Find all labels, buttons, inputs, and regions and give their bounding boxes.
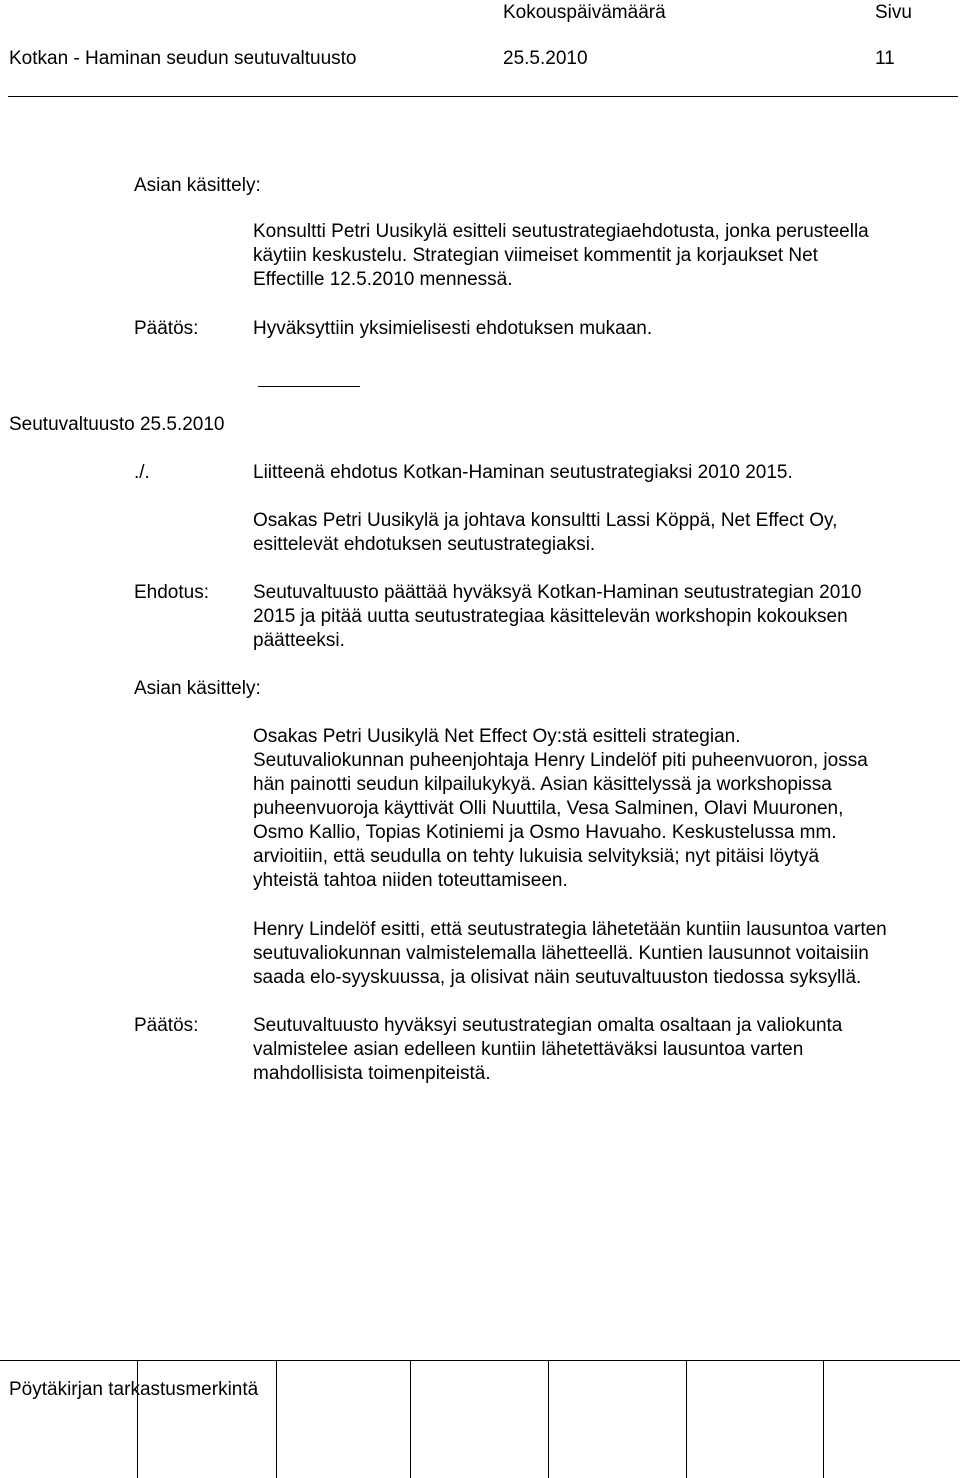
handling-line: seutuvaliokunnan valmistelemalla lähetteellä. Kuntien lausunnot voitaisiin <box>253 943 869 964</box>
proposal-line: päätteeksi. <box>253 630 345 651</box>
footer-label: Pöytäkirjan tarkastusmerkintä <box>9 1379 259 1400</box>
intro-line: esittelevät ehdotuksen seutustrategiaksi. <box>253 534 596 555</box>
handling-text-3 <box>253 918 958 990</box>
handling-line: Osmo Kallio, Topias Kotiniemi ja Osmo Havuaho. Keskustelussa mm. <box>253 822 837 843</box>
proposal-line: 2015 ja pitää uutta seutustrategiaa käsittelevän workshopin kokouksen <box>253 606 848 627</box>
intro-text <box>253 509 958 557</box>
signature-cell <box>137 1361 138 1478</box>
decision-text: Hyväksyttiin yksimielisesti ehdotuksen mukaan. <box>253 318 653 339</box>
handling-text <box>253 220 958 292</box>
signature-cell <box>276 1361 277 1478</box>
handling-line: arvioitiin, että seudulla on tehty lukuisia selvityksiä; nyt pitäisi löytyä <box>253 846 820 867</box>
proposal-label: Ehdotus: <box>134 582 209 603</box>
handling-line: Henry Lindelöf esitti, että seutustrategia lähetetään kuntiin lausuntoa varten <box>253 919 887 940</box>
handling-label-2: Asian käsittely: <box>134 678 261 699</box>
signature-cell <box>410 1361 411 1478</box>
handling-text-2 <box>253 725 958 893</box>
signature-cell <box>548 1361 549 1478</box>
decision-line: Seutuvaltuusto hyväksyi seutustrategian omalta osaltaan ja valiokunta <box>253 1015 843 1036</box>
handling-label: Asian käsittely: <box>134 175 261 196</box>
decision-label-2: Päätös: <box>134 1015 199 1036</box>
decision-line: valmistelee asian edelleen kuntiin lähetettäväksi lausuntoa varten <box>253 1039 804 1060</box>
handling-line: yhteistä tahtoa niiden toteuttamiseen. <box>253 870 568 891</box>
handling-line: Effectille 12.5.2010 mennessä. <box>253 269 513 290</box>
handling-line: Seutuvaliokunnan puheenjohtaja Henry Lindelöf piti puheenvuoron, jossa <box>253 750 868 771</box>
decision-line: mahdollisista toimenpiteistä. <box>253 1063 491 1084</box>
handling-line: Osakas Petri Uusikylä Net Effect Oy:stä esitteli strategian. <box>253 726 741 747</box>
header-date-label: Kokouspäivämäärä <box>503 2 666 23</box>
handling-line: käytiin keskustelu. Strategian viimeiset kommentit ja korjaukset Net <box>253 245 818 266</box>
section-separator <box>258 386 360 387</box>
header-divider <box>8 96 958 97</box>
attachment-text: Liitteenä ehdotus Kotkan-Haminan seutustrategiaksi 2010 2015. <box>253 462 793 483</box>
header-page-label: Sivu <box>875 2 912 23</box>
signature-table <box>0 1360 960 1478</box>
handling-line: puheenvuoroja käyttivät Olli Nuuttila, Vesa Salminen, Olavi Muuronen, <box>253 798 844 819</box>
decision-label: Päätös: <box>134 318 199 339</box>
handling-line: saada elo-syyskuussa, ja olisivat näin seutuvaltuuston tiedossa syksyllä. <box>253 967 862 988</box>
handling-line: hän painotti seudun kilpailukykyä. Asian käsittelyssä ja workshopissa <box>253 774 832 795</box>
handling-line: Konsultti Petri Uusikylä esitteli seutustrategiaehdotusta, jonka perusteella <box>253 221 869 242</box>
proposal-line: Seutuvaltuusto päättää hyväksyä Kotkan-Haminan seutustrategian 2010 <box>253 582 862 603</box>
intro-line: Osakas Petri Uusikylä ja johtava konsultti Lassi Köppä, Net Effect Oy, <box>253 510 838 531</box>
proposal-text <box>253 581 958 653</box>
signature-cell <box>686 1361 687 1478</box>
header-organization: Kotkan - Haminan seudun seutuvaltuusto <box>9 48 357 69</box>
header-page-number: 11 <box>875 48 895 69</box>
signature-cell <box>823 1361 824 1478</box>
decision-text-2 <box>253 1014 958 1086</box>
body-heading: Seutuvaltuusto 25.5.2010 <box>9 414 225 435</box>
attachment-mark: ./. <box>134 462 150 483</box>
header-meeting-date: 25.5.2010 <box>503 48 588 69</box>
